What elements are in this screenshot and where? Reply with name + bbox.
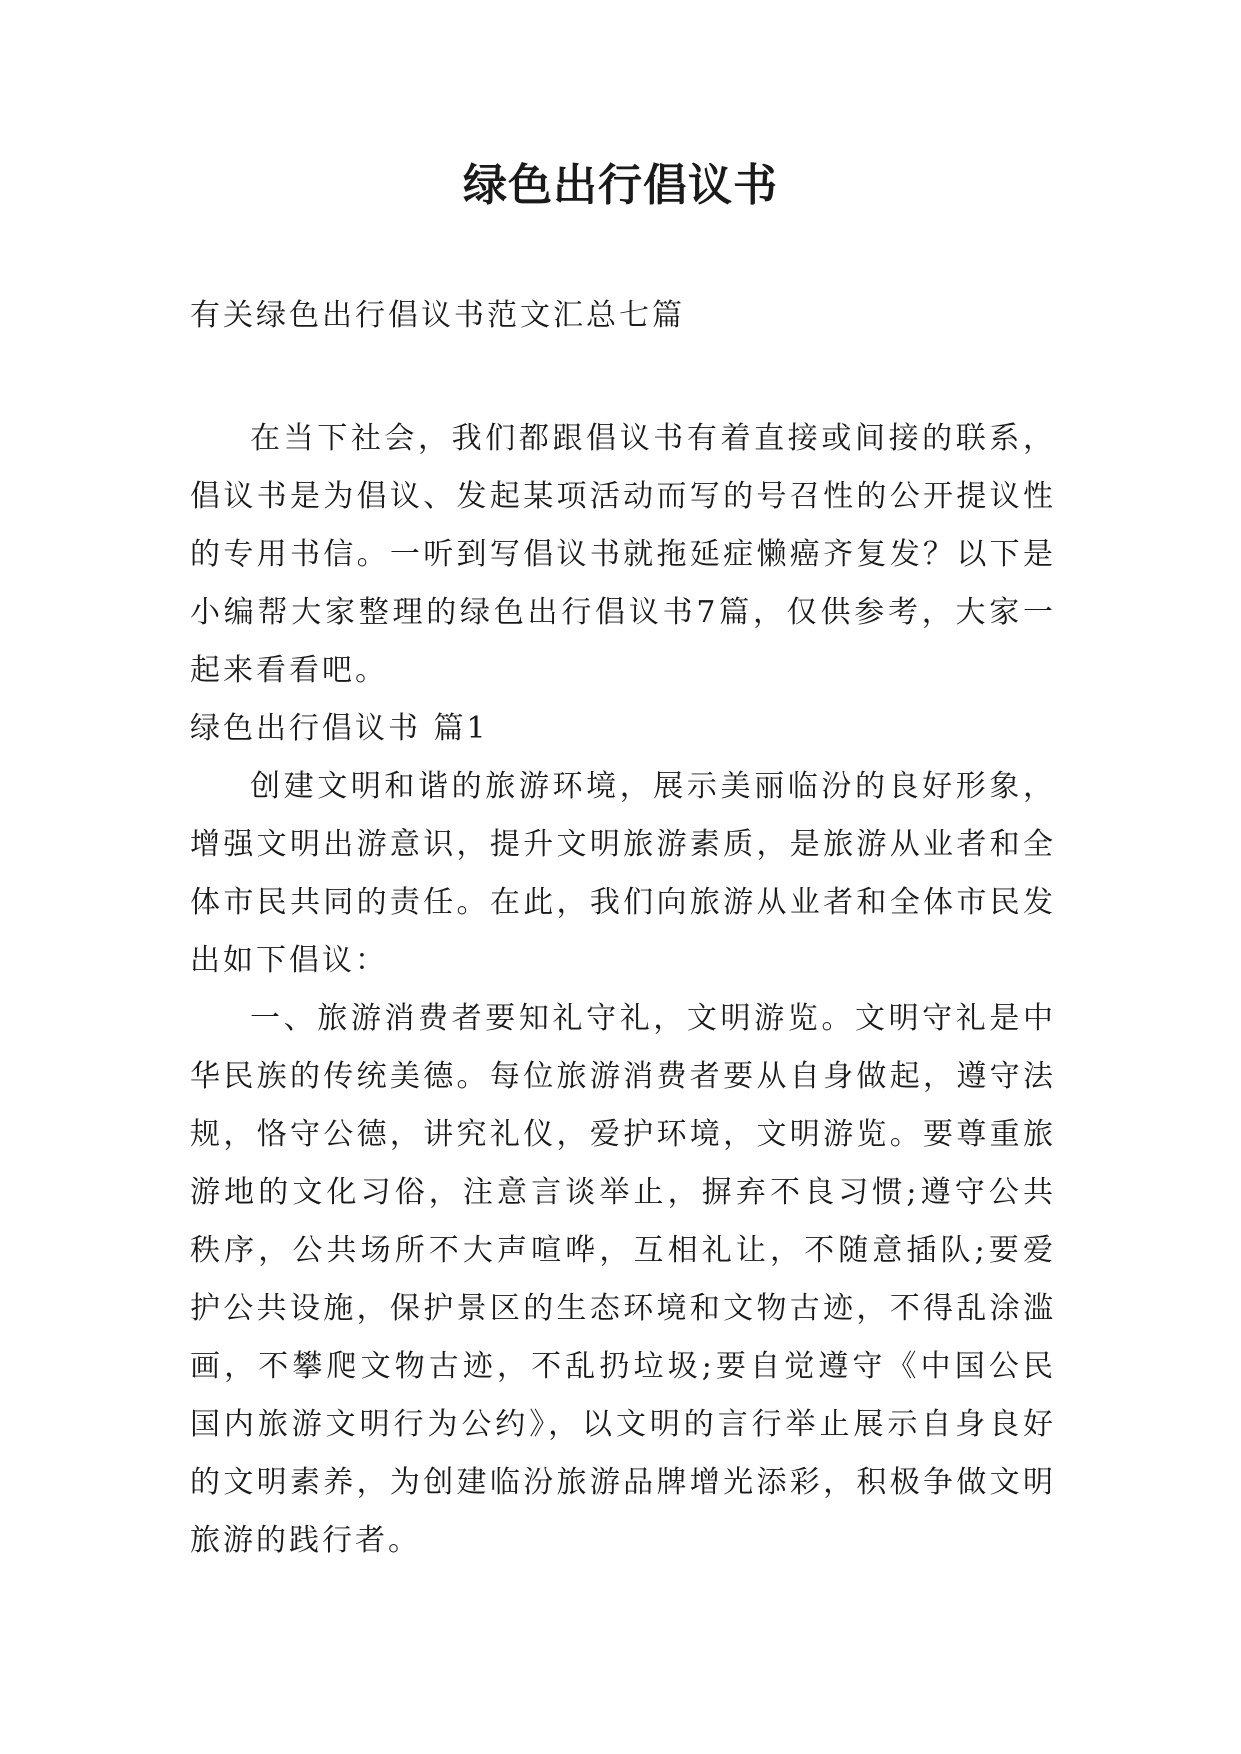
document-title: 绿色出行倡议书	[463, 160, 778, 211]
body-paragraph: 创建文明和谐的旅游环境，展示美丽临汾的良好形象，增强文明出游意识，提升文明旅游素质，是旅游从业者和全体市民共同的责任。在此，我们向旅游从业者和全体市民发出如下倡议：	[190, 769, 1056, 978]
intro-paragraph: 在当下社会，我们都跟倡议书有着直接或间接的联系，倡议书是为倡议、发起某项活动而写的号召性的公开提议性的专用书信。一听到写倡议书就拖延症懒癌齐复发？以下是小编帮大家整理的绿色出行倡议书7篇，仅供参考，大家一起来看看吧。	[190, 421, 1056, 688]
document-subtitle: 有关绿色出行倡议书范文汇总七篇	[190, 298, 685, 333]
body-paragraph: 一、旅游消费者要知礼守礼，文明游览。文明守礼是中华民族的传统美德。每位旅游消费者要从自身做起，遵守法规，恪守公德，讲究礼仪，爱护环境，文明游览。要尊重旅游地的文化习俗，注意言谈举止，摒弃不良习惯;遵守公共秩序，公共场所不大声喧哗，互相礼让，不随意插队;要爱护公共设施，保护景区的生态环境和文物古迹，不得乱涂滥画，不攀爬文物古迹，不乱扔垃圾;要自觉遵守《中国公民国内旅游文明行为公约》，以文明的言行举止展示自身良好的文明素养，为创建临汾旅游品牌增光添彩，积极争做文明旅游的践行者。	[190, 1001, 1056, 1558]
document-body	[190, 410, 1056, 1570]
section-heading: 绿色出行倡议书 篇1	[190, 711, 489, 746]
